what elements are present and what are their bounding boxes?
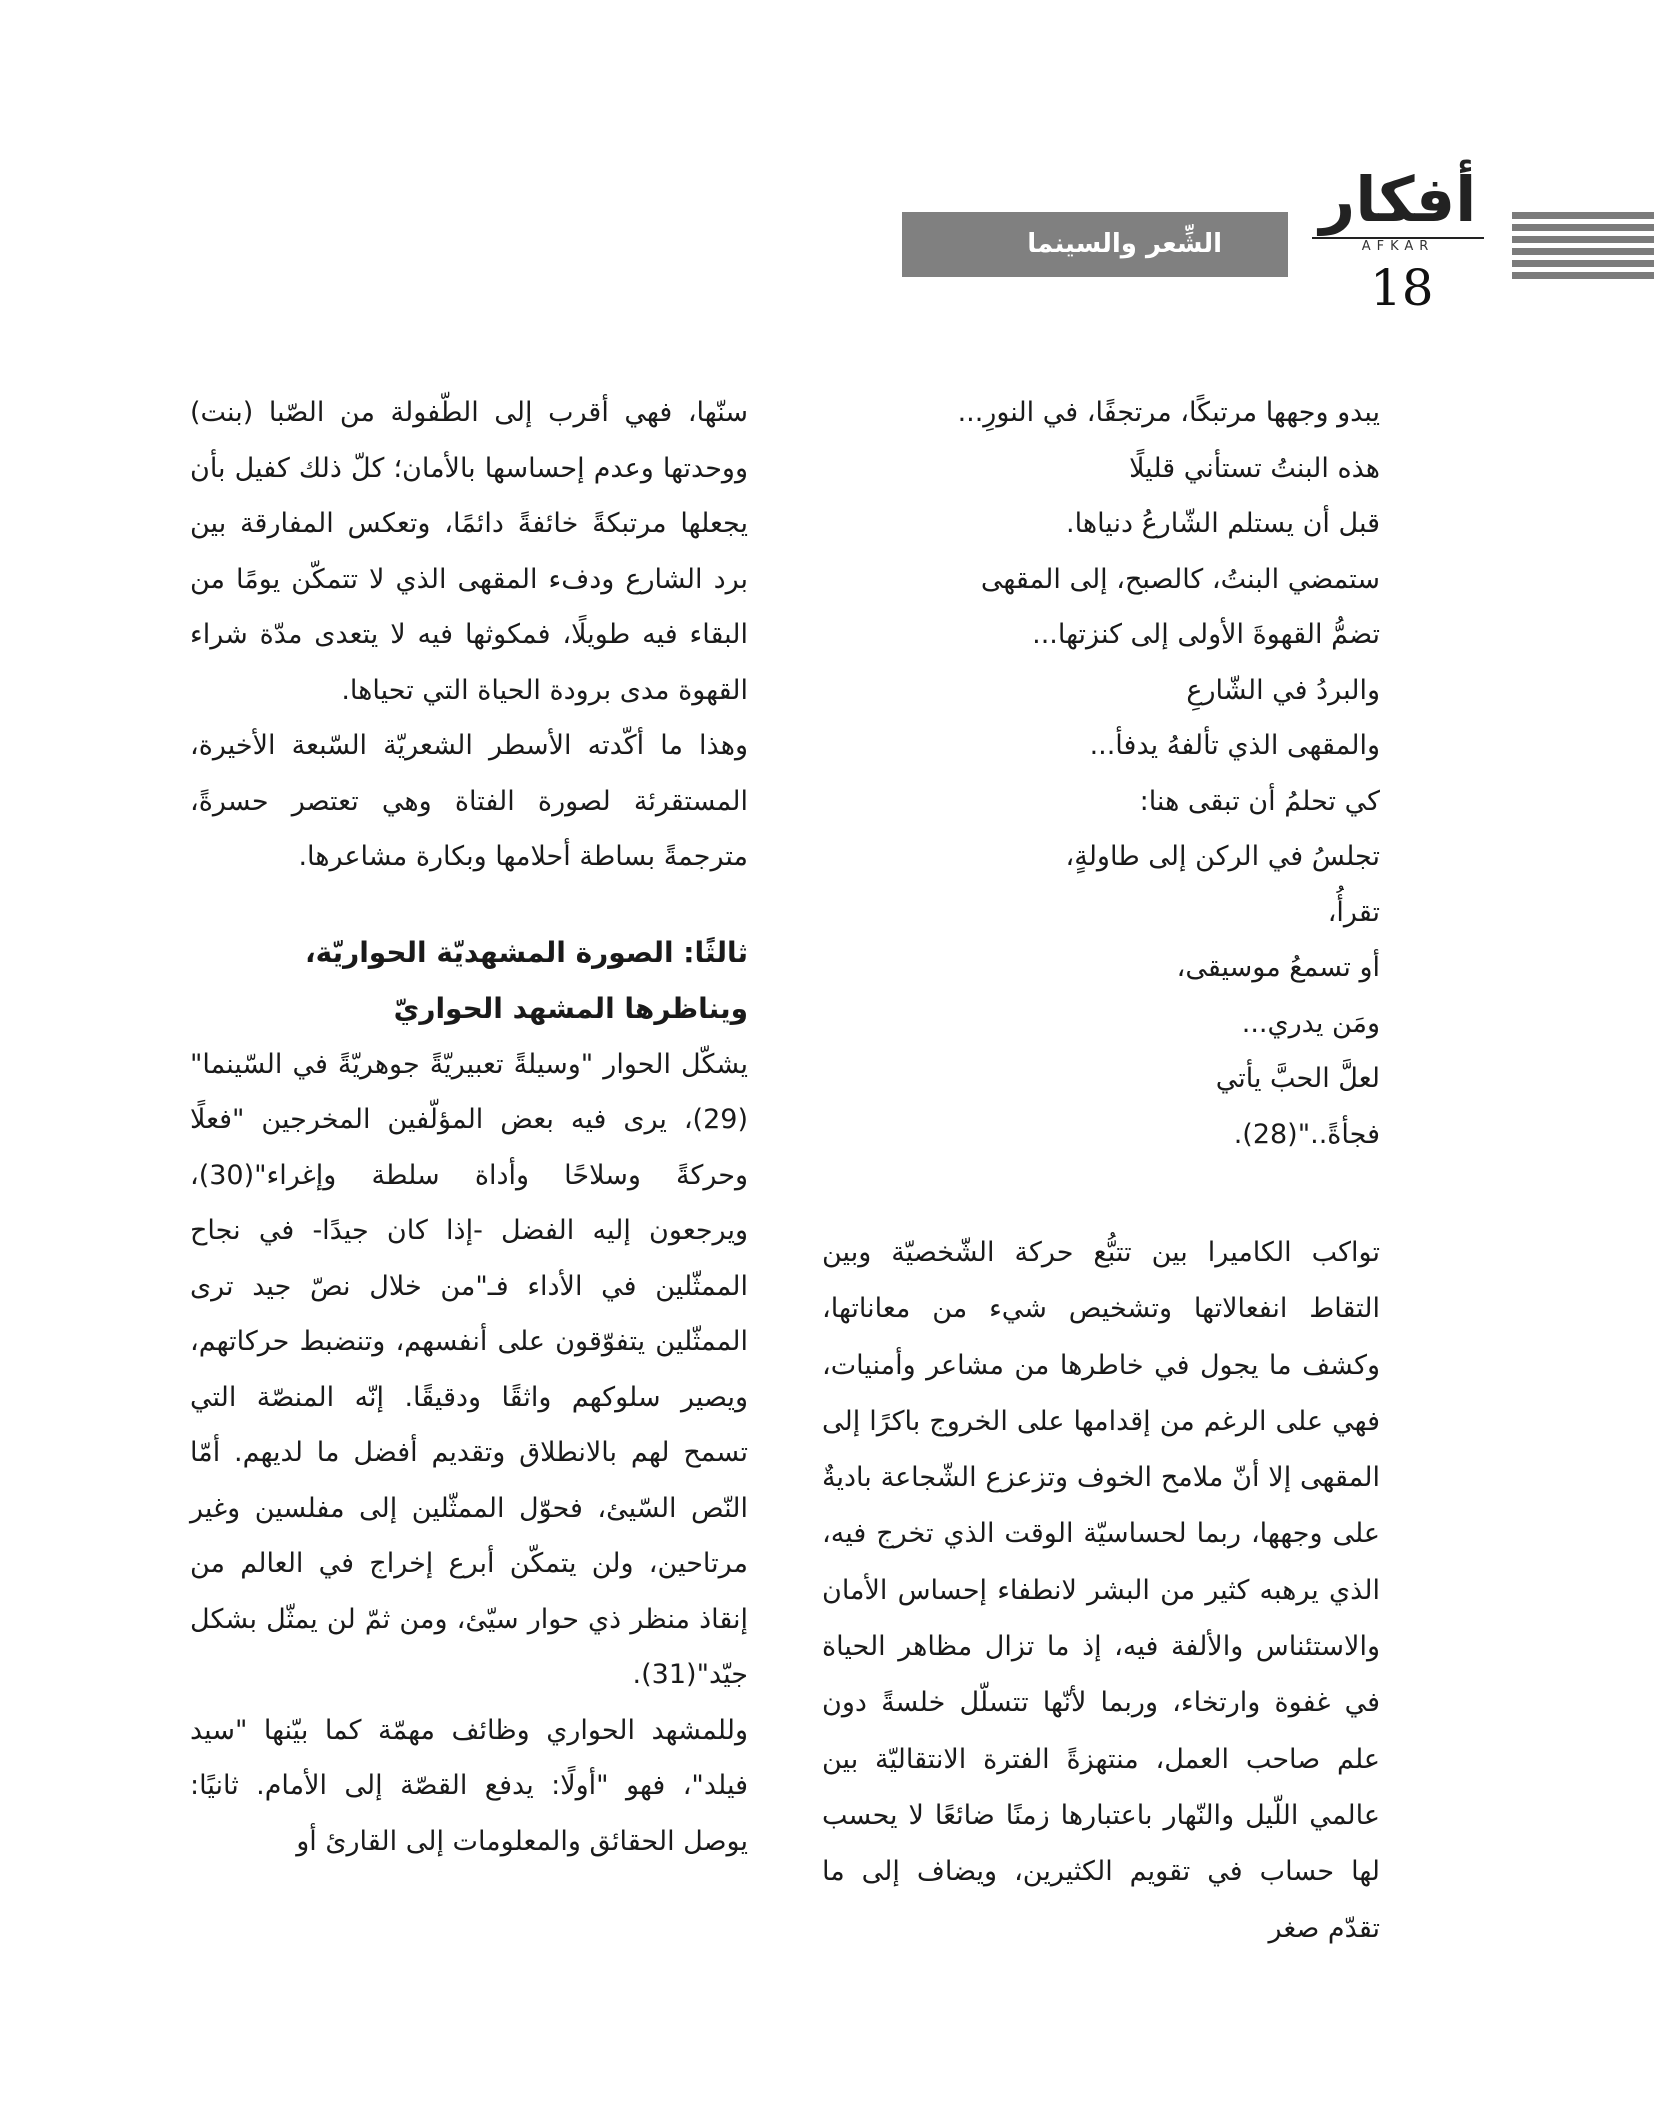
poem-line: تضمُّ القهوةَ الأولى إلى كنزتها... <box>1032 619 1380 650</box>
decorative-stripes <box>1512 212 1654 284</box>
poem-line: هذه البنتُ تستأني قليلًا <box>1129 452 1380 484</box>
poem-line: ستمضي البنتُ، كالصبح، إلى المقهى <box>980 563 1380 595</box>
poem-excerpt <box>880 385 1380 1162</box>
right-column-prose <box>822 1225 1380 1957</box>
body-paragraph: يشكّل الحوار "وسيلةً تعبيريّةً جوهريّةً في السّينما"(29)، يرى فيه بعض المؤلّفين المخرجين "فعلًا وحركةً وسلاحًا وأداة سلطة وإغراء"(30)، ويرجعون إليه الفضل -إذا كان جيدًا- في نجاح الممثّلين في الأداء فـ"من خلال نصّ جيد ترى الممثّلين يتفوّقون على أنفسهم، وتنضبط حركاتهم، ويصير سلوكهم واثقًا ودقيقًا. إنّه المنصّة التي تسمح لهم بالانطلاق وتقديم أفضل ما لديهم. أمّا النّص السّيئ، فحوّل الممثّلين إلى مفلسين وغير مرتاحين، ولن يتمكّن أبرع إخراج في العالم من إنقاذ منظر ذي حوار سيّئ، ومن ثمّ لن يمثّل بشكل جيّد"(31). <box>190 1048 748 1690</box>
logo-latin: AFKAR <box>1361 239 1435 254</box>
poem-line: فجأةً.."(28). <box>1233 1118 1380 1150</box>
poem-line: كي تحلمُ أن تبقى هنا: <box>1139 785 1380 817</box>
poem-line: قبل أن يستلم الشّارعُ دنياها. <box>1066 508 1380 539</box>
poem-line: تقرأُ، <box>1327 896 1380 928</box>
section-heading: ثالثًا: الصورة المشهديّة الحواريّة، ويناظرها المشهد الحواريّ <box>304 935 748 1025</box>
poem-line: ومَن يدري... <box>1241 1007 1380 1039</box>
poem-line: والبردُ في الشّارعِ <box>1186 674 1380 706</box>
poem-line: أو تسمعُ موسيقى، <box>1176 952 1380 983</box>
section-gap <box>190 885 748 925</box>
poem-line: تجلسُ في الركن إلى طاولةٍ، <box>1065 841 1380 872</box>
body-paragraph: سنّها، فهي أقرب إلى الطّفولة من الصّبا (بنت) ووحدتها وعدم إحساسها بالأمان؛ كلّ ذلك كفيل بأن يجعلها مرتبكةً خائفةً دائمًا، وتعكس المفارقة بين برد الشارع ودفء المقهى الذي لا تتمكّن يومًا من البقاء فيه طويلًا، فمكوثها فيه لا يتعدى مدّة شراء القهوة مدى برودة الحياة التي تحياها. <box>190 397 748 706</box>
body-paragraph: وهذا ما أكّدته الأسطر الشعريّة السّبعة الأخيرة، المستقرئة لصورة الفتاة وهي تعتصر حسرةً، مترجمةً بساطة أحلامها وبكارة مشاعرها. <box>190 730 748 872</box>
poem-line: لعلَّ الحبَّ يأتي <box>1215 1063 1380 1094</box>
body-paragraph: تواكب الكاميرا بين تتبُّع حركة الشّخصيّة وبين التقاط انفعالاتها وتشخيص شيء من معاناتها، وكشف ما يجول في خاطرها من مشاعر وأمنيات، فهي على الرغم من إقدامها على الخروج باكرًا إلى المقهى إلا أنّ ملامح الخوف وتزعزع الشّجاعة باديةٌ على وجهها، ربما لحساسيّة الوقت الذي تخرج فيه، الذي يرهبه كثير من البشر لانطفاء إحساس الأمان والاستئناس والألفة فيه، إذ ما تزال مظاهر الحياة في غفوة وارتخاء، وربما لأنّها تتسلّل خلسةً دون علم صاحب العمل، منتهزةً الفترة الانتقاليّة بين عالمي اللّيل والنّهار باعتبارها زمنًا ضائعًا لا يحسب لها حساب في تقويم الكثيرين، ويضاف إلى ما تقدّم صغر <box>822 1237 1380 1944</box>
poem-line: يبدو وجهها مرتبكًا، مرتجفًا، في النورِ... <box>957 397 1380 428</box>
poem-line: والمقهى الذي تألفهُ يدفأ... <box>1089 730 1380 761</box>
magazine-logo <box>1312 165 1484 255</box>
page-number: 18 <box>1370 259 1434 317</box>
section-title-bar: الشِّعر والسينما <box>902 212 1288 277</box>
left-column <box>190 385 748 1869</box>
logo-arabic: أفكار <box>1319 163 1477 236</box>
body-paragraph: وللمشهد الحواري وظائف مهمّة كما بيّنها "سيد فيلد"، فهو "أولًا: يدفع القصّة إلى الأمام. ثانيًا: يوصل الحقائق والمعلومات إلى القارئ أو <box>190 1714 748 1857</box>
